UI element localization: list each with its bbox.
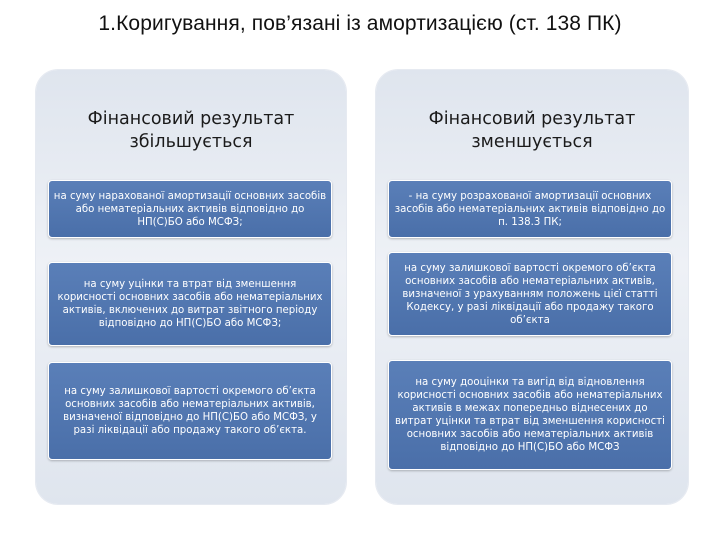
right-item-residual-value	[388, 252, 672, 336]
left-item-text: на суму уцінки та втрат від зменшення корисності основних засобів або нематеріальних активів, включених до витрат звітного періоду відповідно до НП(С)БО або МСФЗ;	[57, 279, 323, 329]
right-item-text: - на суму розрахованої амортизації основних засобів або нематеріальних активів відповідно до п. 138.3 ПК;	[394, 190, 666, 228]
right-item-revaluation	[388, 360, 672, 470]
left-item-depreciation	[48, 180, 332, 238]
left-heading-line1: Фінансовий результат	[87, 109, 295, 129]
left-item-residual-value	[48, 362, 332, 460]
right-heading-line2: зменшується	[471, 132, 593, 152]
left-heading-line2: збільшується	[129, 132, 253, 152]
left-item-impairment	[48, 262, 332, 346]
right-item-depreciation	[388, 180, 672, 238]
slide-title: 1.Коригування, пов’язані із амортизацією (ст. 138 ПК)	[98, 12, 622, 35]
right-heading-line1: Фінансовий результат	[428, 109, 636, 129]
right-item-text: на суму залишкової вартості окремого об’єкта основних засобів або нематеріальних активів, визначеної з урахуванням положень цієї статті Кодексу, у разі ліквідації або продажу такого об’єкта	[402, 262, 658, 326]
right-panel-heading	[376, 108, 688, 154]
left-item-text: на суму нарахованої амортизації основних засобів або нематеріальних активів відповідно до НП(С)БО або МСФЗ;	[53, 190, 327, 228]
left-item-text: на суму залишкової вартості окремого об’єкта основних засобів або нематеріальних активів, визначеної відповідно до НП(С)БО або МСФЗ, у разі ліквідації або продажу такого об’єкта.	[63, 386, 317, 436]
left-panel-heading	[36, 108, 346, 154]
right-item-text: на суму дооцінки та вигід від відновлення корисності основних засобів або нематеріальних активів в межах попередньо віднесених до витрат уцінки та втрат від зменшення корисності основних засобів або нематеріальних активів відповідно до НП(С)БО або МСФЗ	[395, 377, 665, 453]
